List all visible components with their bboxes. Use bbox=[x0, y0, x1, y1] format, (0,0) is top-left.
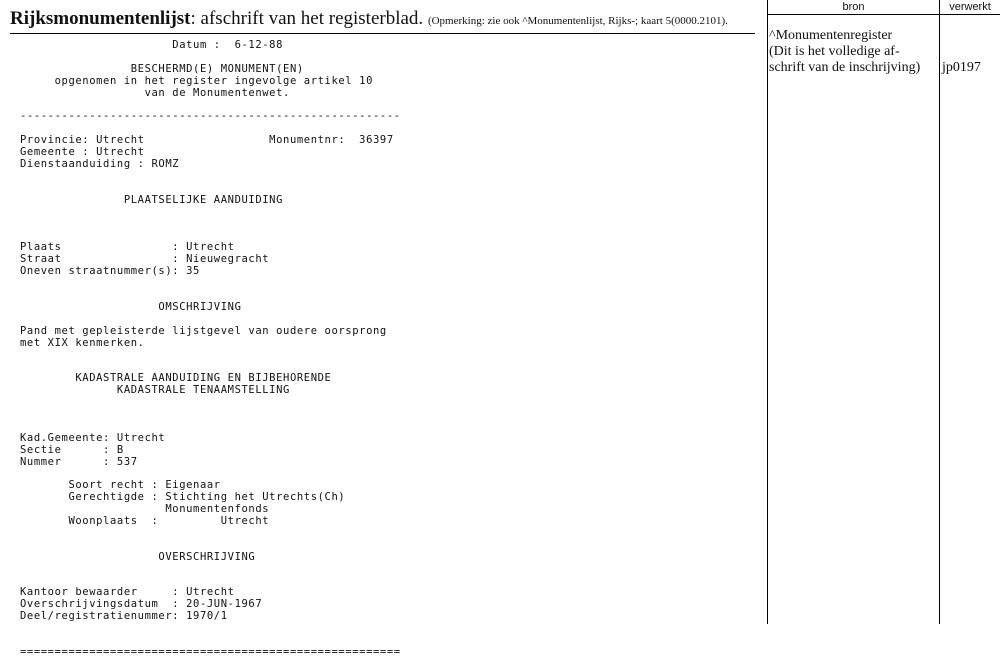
sheet-line: Monumentenfonds bbox=[20, 503, 270, 516]
sheet-line: Nummer : 537 bbox=[20, 455, 138, 468]
sheet-line: OVERSCHRIJVING bbox=[20, 550, 256, 563]
sheet-line: Sectie : B bbox=[20, 443, 124, 456]
column-header-divider bbox=[767, 14, 1000, 15]
register-note: (Opmerking: zie ook ^Monumentenlijst, Rijks-; kaart 5(0000.2101). bbox=[427, 15, 728, 27]
sheet-line: Soort recht : Eigenaar bbox=[20, 479, 221, 492]
register-subtitle: : afschrift van het registerblad. bbox=[190, 8, 424, 29]
sheet-line: BESCHERMD(E) MONUMENT(EN) bbox=[20, 62, 304, 75]
verwerkt-entry: jp0197 bbox=[942, 60, 981, 75]
sheet-line: KADASTRALE TENAAMSTELLING bbox=[20, 384, 290, 397]
sheet-line: met XIX kenmerken. bbox=[20, 336, 145, 349]
sheet-line: Deel/registratienummer: 1970/1 bbox=[20, 610, 228, 623]
sheet-line: PLAATSELIJKE AANDUIDING bbox=[20, 193, 284, 206]
sheet-line: Overschrijvingsdatum : 20-JUN-1967 bbox=[20, 598, 263, 611]
sheet-line: Kantoor bewaarder : Utrecht bbox=[20, 586, 235, 599]
bron-entry-line: ^Monumentenregister bbox=[769, 28, 893, 43]
sheet-line: Woonplaats : Utrecht bbox=[20, 515, 270, 527]
sheet-line: Datum : 6-12-88 bbox=[20, 39, 284, 51]
register-title: Rijksmonumentenlijst bbox=[10, 8, 191, 29]
sheet-line: KADASTRALE AANDUIDING EN BIJBEHORENDE bbox=[20, 372, 332, 385]
sheet-line: ------------------------------------------------------- bbox=[20, 110, 401, 123]
sheet-line: Kad.Gemeente: Utrecht bbox=[20, 431, 166, 444]
bron-entry-line: (Dit is het volledige af- bbox=[769, 44, 900, 59]
sheet-line: opgenomen in het register ingevolge artikel 10 bbox=[20, 74, 373, 87]
sheet-line: Gerechtigde : Stichting het Utrechts(Ch) bbox=[20, 491, 346, 504]
header-divider bbox=[10, 33, 755, 34]
sheet-line: Oneven straatnummer(s): 35 bbox=[20, 265, 200, 278]
sheet-line: Pand met gepleisterde lijstgevel van oudere oorsprong bbox=[20, 324, 387, 337]
sheet-line: Plaats : Utrecht bbox=[20, 241, 235, 254]
sheet-line: Provincie: Utrecht Monumentnr: 36397 bbox=[20, 134, 394, 147]
bron-entry-line: schrift van de inschrijving) bbox=[769, 60, 921, 75]
bron-entry bbox=[769, 28, 939, 76]
column-divider bbox=[939, 0, 940, 624]
sheet-line: van de Monumentenwet. bbox=[20, 86, 290, 99]
verwerkt-column-header: verwerkt bbox=[949, 1, 991, 13]
page-header bbox=[10, 8, 760, 32]
sheet-line: OMSCHRIJVING bbox=[20, 300, 242, 313]
column-divider bbox=[767, 0, 768, 624]
sheet-line: Straat : Nieuwegracht bbox=[20, 253, 270, 266]
sheet-line: Dienstaanduiding : ROMZ bbox=[20, 158, 180, 170]
sheet-line: ======================================================= bbox=[20, 645, 401, 658]
sheet-line: Gemeente : Utrecht bbox=[20, 146, 145, 159]
bron-column-header: bron bbox=[842, 1, 865, 13]
